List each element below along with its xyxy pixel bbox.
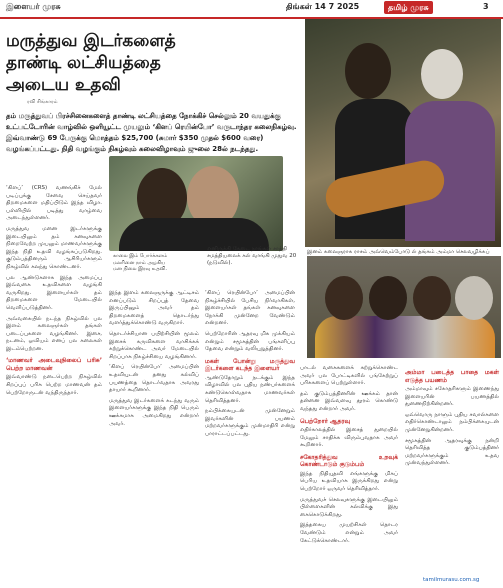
photo-caption-bottom: எனிருக்கி கேடை நாங்கள் சாத்தி சமத்தியலைக் கல் வாங்கி முதுவ 20 (நடுவில்). bbox=[207, 246, 297, 266]
paragraph: மருத்துவச் செலவுகளுக்கு இடையிலும் பிள்ளைகளின் கல்விக்கு இது கைகொடுக்கிறது. bbox=[300, 496, 398, 518]
article-column-1 bbox=[6, 185, 102, 400]
paragraph: மருத்துவ இடர்களைக் கடந்து வரும் இளையர்களுக்கு இந்த நிதி பெரும் ஊக்கமாக அமைகிறது என்றார் அவர். bbox=[109, 397, 199, 427]
photo-caption-mid: காலை இம் போர்க்களம் மலரினை நாம் அழகிய மன நிலை இரவு உதவி. bbox=[113, 253, 168, 272]
paragraph: ‘கிளப்’ (CRS) வணங்கிச் மேல் படிப்புக்கு சேவை செய்தவர் திறமைகளை மதிப்பிடும் இந்த விழா. பள்ளியில் படித்து வாழ்வை அடைந்துள்ளனர். bbox=[6, 185, 102, 222]
paragraph: தம் குடும்பத்தினரின் ஊக்கம் தான் தன்னை இவ்வளவு தூரம் கொண்டு வந்தது என்றார் அவர். bbox=[300, 390, 398, 412]
section-subhead: மகள் போன்று மருத்துவ இடர்களை கடந்த இளையர் bbox=[205, 357, 295, 373]
page-number: 3 bbox=[483, 2, 489, 11]
page-header bbox=[0, 0, 503, 19]
paragraph: பெற்றோரின் ஆதரவு மிக முக்கியம் என்றும் சமூகத்தின் பங்களிப்பு தேவை என்றும் வலியுறுத்தினர். bbox=[205, 330, 295, 353]
section-subhead: பெற்றோர் ஆதரவு bbox=[300, 417, 351, 425]
article-lead bbox=[6, 111, 302, 155]
paragraph: பல ஆண்டுகளாக இந்த அமைப்பு இவ்வகை உதவிகளை வழங்கி வருகிறது. இளையர்கள் தம் திறமைகளை மேடையில் வெளிப்படுத்தினர். bbox=[6, 274, 102, 311]
paragraph: ‘கிளப் ரெயின்போ’ அமைப்பின் உதவியுடன் தனது கல்விப் பயணத்தை தொடர்வதாக அவரது தாயார் கூறினார். bbox=[109, 364, 199, 394]
paragraph: எதிர்காலத்தில் இசைத் துறையில் மேலும் சாதிக்க விரும்புவதாக அவர் கூறினார். bbox=[300, 427, 398, 449]
paragraph: ஆண்டுதோறும் நடக்கும் இந்த விழாவில் பல புதிய நண்பர்களைக் கண்டுகொள்வதாக மாணவர்கள் தெரிவித்தனர். bbox=[205, 374, 295, 404]
paragraph: தொடர்ச்சியான பயிற்சியின் மூலம் இசைக் கருவிகளை வாசிக்கக் கற்றுக்கொண்ட அவர் மேடையில் சிறப்பாக நிகழ்ச்சியை வழங்கினார். bbox=[109, 330, 199, 360]
website-link[interactable]: tamilmurasu.com.sg bbox=[423, 577, 480, 583]
photo-caption-top: இனம் கலைஞராக ராசம் அவ்வெம்போடு ல் தங்கம் அம்மா செலவழிக்கப் bbox=[307, 249, 490, 255]
paragraph: ‘கிளப் ரெயின்போ’ அமைப்பின் நிகழ்ச்சியில் பேசிய நிர்வாகிகள், இளையர்கள் தங்கள் கனவுகளை நோக்கி முன்னேற வேண்டும் என்றனர். bbox=[205, 290, 295, 327]
paragraph: இந்த இளம் கலைஞருக்கு ஆட்டிசம் எனப்படும் சிறப்புத் தேவை இருப்பினும் அவர் தம் திறமைகளைத் தொடர்ந்து வளர்த்துக்கொண்டு வருகிறார். bbox=[109, 290, 199, 327]
paragraph: மருத்துவ மனை இடர்களுக்கு இடையிலும் தம் கனவுகளை நிறைவேற்ற முயலும் மாணவர்களுக்கு இந்த நிதி உதவி வழங்கப்படுகிறது. குடும்பத்தினரும் ஆசிரியர்களும் நிகழ்வில் கலந்து கொண்டனர். bbox=[6, 225, 102, 270]
article-headline: மருத்துவ இடர்களைத் தாண்டி லட்சியத்தை அடைய உதவி bbox=[6, 31, 176, 95]
paragraph: பாடல் வகைகளைக் கற்றுக்கொண்ட அவர் பல போட்டிகளில் பங்கேற்றுப் பரிசுகளைப் பெற்றுள்ளார். bbox=[300, 365, 398, 387]
article-column-3 bbox=[205, 290, 295, 442]
paragraph: இத்தகைய முயற்சிகள் தொடர வேண்டும் என்றும் அவர் கேட்டுக்கொண்டார். bbox=[300, 522, 398, 544]
section-subhead: ‘மாணவர் அடைவுநிலைப் பரிசு’ பெற்ற மாணவன் bbox=[6, 357, 102, 372]
lead-text: தம் மருத்துவப் பிரச்சினைகளைத் தாண்டி லட்சியத்தை நோக்கிச் செல்லும் 20 வயதுக்கு உட்பட்டோரின் வாழ்வில் ஒளியூட்ட முயலும் ‘கிளப் ரெயின்போ’ வருடாந்தர கலைநிகழ்வு. இவ்வாண்டு 69 பேருக்கு மொத்தம் $25,700 (சுமார் $350 முதல் $600 வரை) வழங்கப்பட்டது. நிதி வழங்கும் நிகழ்வும் கலைவிழாவும் ஜுலை 28ல் நடந்தது. bbox=[6, 112, 297, 153]
paragraph: அம்மாவும் சகோதரிகளும் இணைந்து இளையரின் பயணத்தில் துணைநிற்கின்றனர். bbox=[405, 386, 499, 408]
paragraph: ஒவ்வொரு நாளும் புதிய சவால்களை எதிர்கொண்டாலும் நம்பிக்கையுடன் முன்னேறுகின்றனர். bbox=[405, 411, 499, 433]
paragraph: இவ்வாண்டு நடைபெற்ற நிகழ்வில் சிறப்புப் பரிசு பெற்ற மாணவன் தம் பெற்றோருடன் வந்திருந்தார். bbox=[6, 374, 102, 396]
paragraph: இந்த நிதியுதவி எங்களுக்கு மிகப் பெரிய உதவியாக இருக்கிறது என்று பெற்றோர் ஒருவர் தெரிவித்தார். bbox=[300, 470, 398, 493]
issue-date: திங்கள் 14 7 2025 bbox=[286, 2, 360, 11]
byline: ரவி சிங்காரம் bbox=[27, 99, 58, 105]
section-subhead: அம்மா படைத்த பாதை மகள் எடுத்த பயணம் bbox=[405, 369, 499, 384]
paragraph: அவ்வகையில் நடந்த நிகழ்வில் பல இளம் கலைஞர்கள் தங்கள் படைப்புகளை வழங்கினர். இசை, நடனம், ஓவியம் எனப் பல கலைகள் இடம்பெற்றன. bbox=[6, 315, 102, 352]
photo-family bbox=[307, 256, 501, 358]
photo-embrace bbox=[109, 156, 283, 251]
masthead-logo: தமிழ் முரசு bbox=[384, 1, 433, 14]
article-column-4 bbox=[300, 365, 398, 548]
section-name: இளையர் முரசு bbox=[6, 2, 61, 11]
article-column-5 bbox=[405, 365, 499, 471]
paragraph: நம்பிக்கையுடன் முன்னேறும் இவர்களின் பயணம் மற்றவர்களுக்கும் முன்மாதிரி என்று பாராட்டப்பட்டது. bbox=[205, 408, 295, 437]
section-subhead: சகோதரித்துவ உறவுக் கொண்டாடும் குடும்பம் bbox=[300, 453, 398, 469]
article-column-2 bbox=[109, 290, 199, 431]
photo-musicians bbox=[305, 19, 501, 247]
paragraph: சமூகத்தின் ஆதரவுக்கு நன்றி தெரிவித்த குடும்பத்தினர் மற்றவர்களுக்கும் உதவ முன்வந்துள்ளனர். bbox=[405, 437, 499, 467]
